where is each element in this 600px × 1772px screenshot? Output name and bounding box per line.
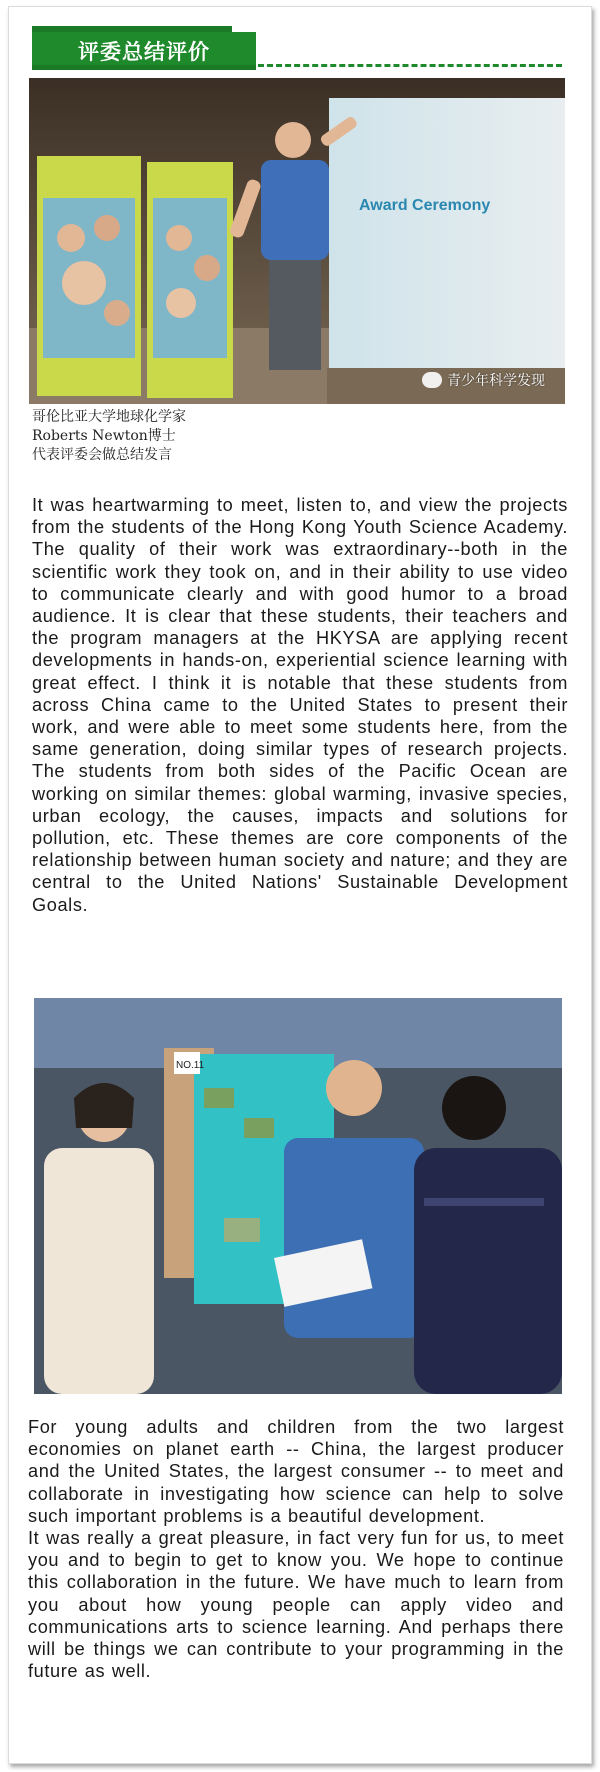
paragraph-2-text: For young adults and children from the two largest economies on planet earth -- China, the largest producer and the United States, the largest consumer -- to meet and collaborate in investigating how science can help to solve such important problems is a beautiful development. xyxy=(28,1417,564,1526)
poster-tag: NO.11 xyxy=(176,1060,205,1071)
paragraph-3-text: It was really a great pleasure, in fact very fun for us, to meet you and to begin to get to know you. We hope to continue this collaboration in the future. We have much to learn from you about how young people can apply video and communications arts to science learning. And perhaps there will be things we can contribute to your programming in the future as well. xyxy=(28,1528,564,1682)
caption-line-3: 代表评委会做总结发言 xyxy=(32,447,172,463)
caption-line-1: 哥伦比亚大学地球化学家 xyxy=(32,409,186,425)
photo-caption xyxy=(32,408,552,465)
watermark xyxy=(422,370,545,390)
photo-poster-session xyxy=(34,998,562,1394)
header-dashed-line xyxy=(258,64,562,67)
screen-text: Award Ceremony xyxy=(359,197,491,214)
article-closing xyxy=(28,1416,564,1682)
photo-poster-illustration xyxy=(34,998,562,1394)
article-paragraph-1 xyxy=(32,494,568,916)
photo-speaker-on-stage xyxy=(29,78,565,404)
watermark-text: 青少年科学发现 xyxy=(447,373,545,389)
paragraph-1-text: It was heartwarming to meet, listen to, and view the projects from the students of the Hong Kong Youth Science Academy. The quality of their work was extraordinary--both in the scientific work they took on, and in their ability to use video to communicate clearly and with good humor to a broad audience. It is clear that these students, their teachers and the program managers at the HKYSA are applying recent developments in hands-on, experiential science learning with great effect. I think it is notable that these students from across China came to the United States to present their work, and were able to meet some students here, from the same generation, doing similar types of research projects. The students from both sides of the Pacific Ocean are working on similar themes: global warming, invasive species, urban ecology, the causes, impacts and solutions for pollution, etc. These themes are core components of the relationship between human society and nature; and they are central to the United Nations' Sustainable Development Goals. xyxy=(32,495,568,915)
photo-speaker-illustration xyxy=(29,78,565,404)
section-title: 评委总结评价 xyxy=(32,32,256,70)
caption-line-2: Roberts Newton博士 xyxy=(32,428,176,444)
wechat-icon xyxy=(422,372,442,388)
section-header xyxy=(22,18,562,70)
